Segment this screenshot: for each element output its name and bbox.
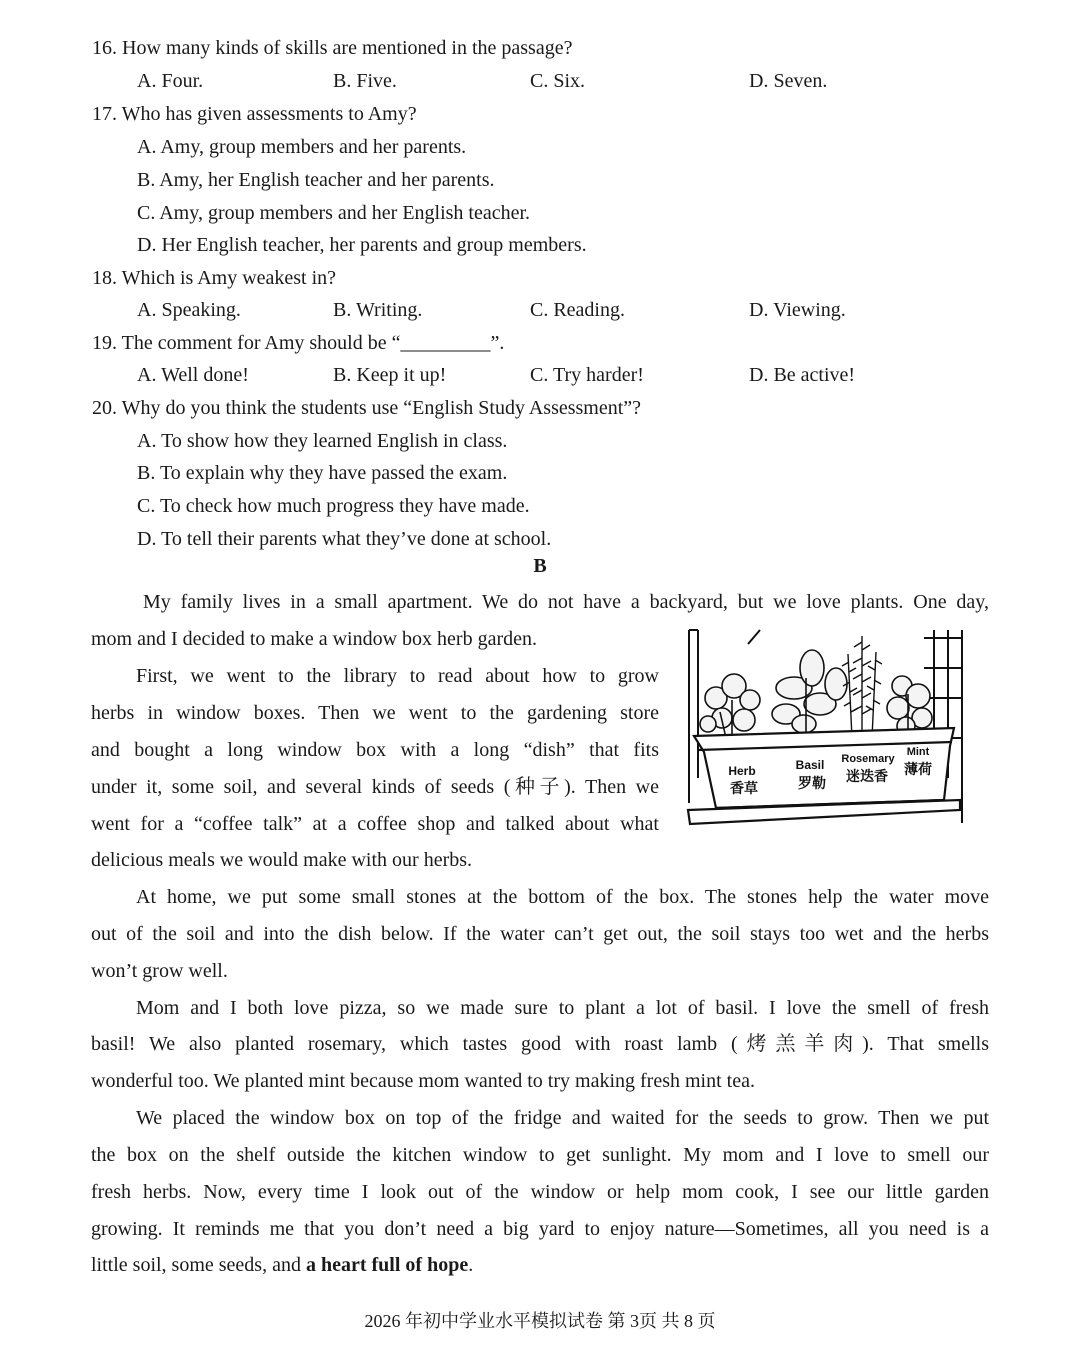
q20-option-d: D. To tell their parents what they’ve done at school. xyxy=(137,528,552,550)
passage-line: First, we went to the library to read about how to grow xyxy=(136,665,659,687)
passage-line: under it, some soil, and several kinds of seeds (种子). Then we xyxy=(91,776,659,798)
passage-bold-phrase: a heart full of hope xyxy=(305,1254,469,1276)
q16-option-d: D. Seven. xyxy=(749,70,828,92)
question-text: Which is Amy weakest in? xyxy=(121,267,337,289)
question-20-stem xyxy=(92,396,641,420)
herb-label-zh: 薄荷 xyxy=(904,761,932,777)
herb-label-zh: 罗勒 xyxy=(798,775,826,791)
window-box-illustration xyxy=(686,628,964,830)
q19-option-d: D. Be active! xyxy=(749,364,856,386)
passage-line: the box on the shelf outside the kitchen window to get sunlight. My mom and I love to smell our xyxy=(91,1144,989,1166)
passage-line: basil! We also planted rosemary, which tastes good with roast lamb (烤羔羊肉). That smells xyxy=(91,1033,989,1055)
question-number: 19. xyxy=(92,332,117,354)
q18-option-d: D. Viewing. xyxy=(749,299,846,321)
q20-option-a: A. To show how they learned English in class. xyxy=(137,430,508,452)
passage-line: mom and I decided to make a window box herb garden. xyxy=(91,628,537,650)
question-16-stem xyxy=(92,36,572,60)
q20-option-c: C. To check how much progress they have made. xyxy=(137,495,530,517)
q17-option-d: D. Her English teacher, her parents and group members. xyxy=(137,234,587,256)
passage-line: won’t grow well. xyxy=(91,960,228,982)
q19-option-c: C. Try harder! xyxy=(530,364,644,386)
question-number: 17. xyxy=(92,103,117,125)
q19-option-b: B. Keep it up! xyxy=(333,364,447,386)
question-19-stem xyxy=(92,331,504,355)
herb-label-en: Basil xyxy=(795,758,825,772)
q16-option-b: B. Five. xyxy=(333,70,397,92)
herb-label-en: Rosemary xyxy=(841,753,895,765)
passage-line: herbs in window boxes. Then we went to the gardening store xyxy=(91,702,659,724)
page-footer: 2026 年初中学业水平模拟试卷 第 3页 共 8 页 xyxy=(364,1311,716,1331)
section-heading: B xyxy=(533,555,547,577)
question-text: The comment for Amy should be “_________”. xyxy=(121,332,505,354)
passage-line: wonderful too. We planted mint because mom wanted to try making fresh mint tea. xyxy=(91,1070,755,1092)
herb-label-zh: 香草 xyxy=(730,780,758,796)
q17-option-a: A. Amy, group members and her parents. xyxy=(137,136,467,158)
question-18-stem xyxy=(92,266,336,290)
herb-label-en: Mint xyxy=(906,746,930,758)
passage-last-line xyxy=(91,1251,989,1279)
herb-label-zh: 迷迭香 xyxy=(846,768,888,784)
passage-line: My family lives in a small apartment. We do not have a backyard, but we love plants. One day, xyxy=(143,591,989,613)
passage-line: and bought a long window box with a long “dish” that fits xyxy=(91,739,659,761)
q17-option-b: B. Amy, her English teacher and her parents. xyxy=(137,169,495,191)
q18-option-c: C. Reading. xyxy=(530,299,625,321)
q18-option-b: B. Writing. xyxy=(333,299,423,321)
q17-option-c: C. Amy, group members and her English teacher. xyxy=(137,202,531,224)
passage-line: delicious meals we would make with our herbs. xyxy=(91,849,473,871)
question-number: 16. xyxy=(92,37,117,59)
passage-text: . xyxy=(468,1254,474,1276)
passage-line: growing. It reminds me that you don’t need a big yard to enjoy nature—Sometimes, all you need is a xyxy=(91,1218,989,1240)
question-text: How many kinds of skills are mentioned in the passage? xyxy=(122,37,573,59)
passage-line: Mom and I both love pizza, so we made sure to plant a lot of basil. I love the smell of fresh xyxy=(136,997,989,1019)
q16-option-c: C. Six. xyxy=(530,70,586,92)
passage-line: We placed the window box on top of the fridge and waited for the seeds to grow. Then we put xyxy=(136,1107,989,1129)
question-text: Why do you think the students use “English Study Assessment”? xyxy=(121,397,642,419)
question-number: 18. xyxy=(92,267,117,289)
passage-line: went for a “coffee talk” at a coffee shop and talked about what xyxy=(91,813,659,835)
passage-line: fresh herbs. Now, every time I look out of the window or help mom cook, I see our little garden xyxy=(91,1181,989,1203)
q20-option-b: B. To explain why they have passed the exam. xyxy=(137,462,508,484)
passage-text: little soil, some seeds, and xyxy=(91,1254,306,1276)
q18-option-a: A. Speaking. xyxy=(137,299,241,321)
q16-option-a: A. Four. xyxy=(137,70,204,92)
question-number: 20. xyxy=(92,397,117,419)
herb-label-en: Herb xyxy=(728,764,756,778)
question-text: Who has given assessments to Amy? xyxy=(121,103,417,125)
passage-line: At home, we put some small stones at the bottom of the box. The stones help the water move xyxy=(136,886,989,908)
q19-option-a: A. Well done! xyxy=(137,364,249,386)
question-17-stem xyxy=(92,102,417,126)
passage-line: out of the soil and into the dish below. If the water can’t get out, the soil stays too wet and the herbs xyxy=(91,923,989,945)
